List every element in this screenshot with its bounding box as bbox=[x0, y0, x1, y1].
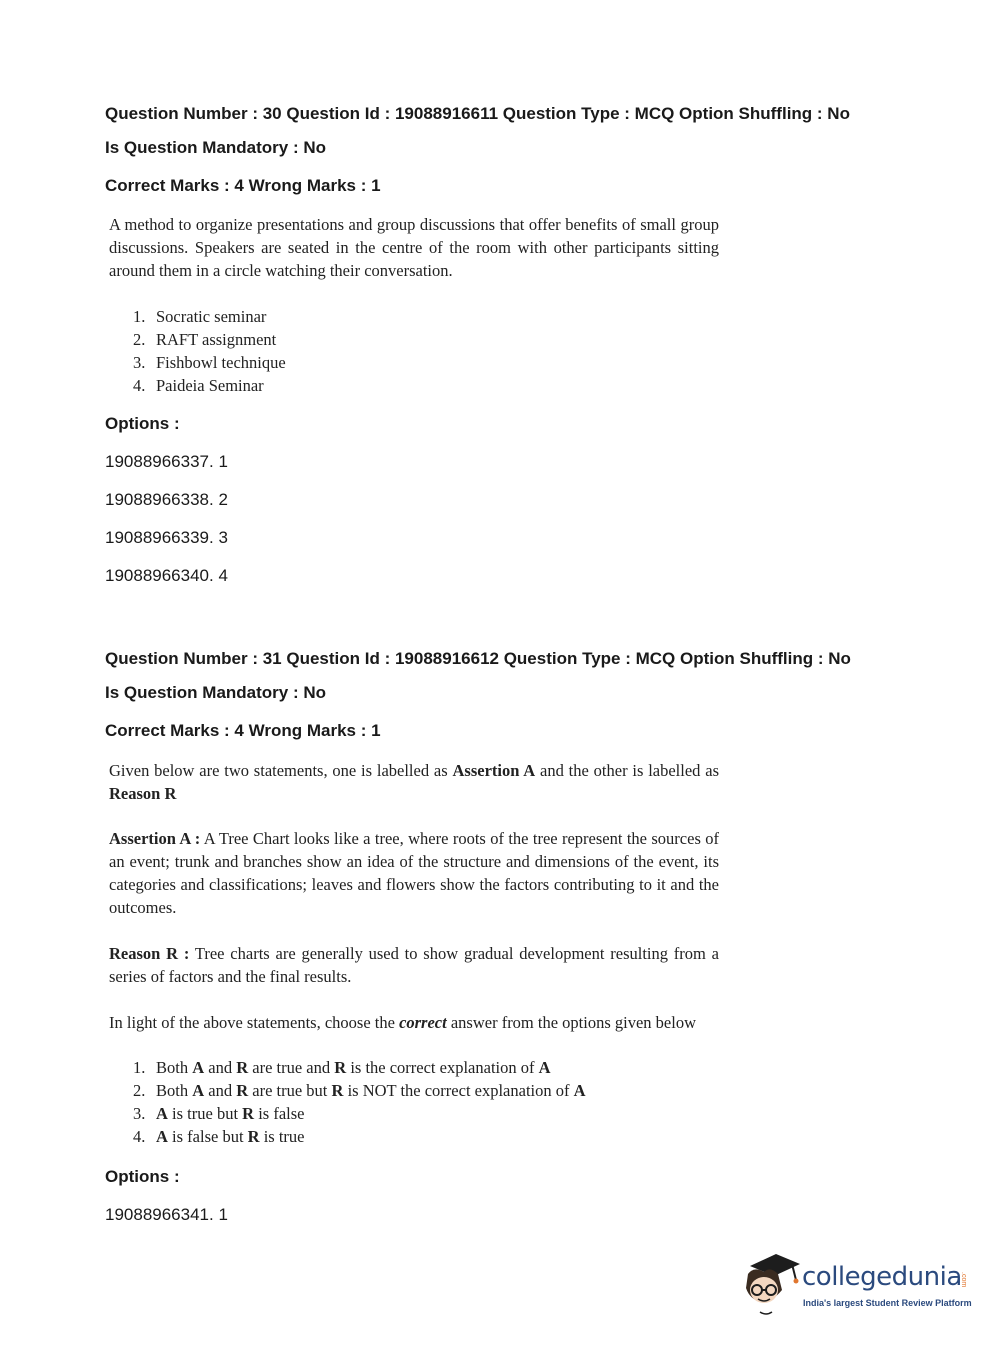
q30-meta-line: Question Number : 30 Question Id : 19088916611 Question Type : MCQ Option Shuffling : No bbox=[105, 104, 850, 123]
collegedunia-logo bbox=[742, 1250, 972, 1320]
q30-stem: A method to organize presentations and group discussions that offer benefits of small group discussions. Speakers are seated in the centre of the room with other participants sitting around them in a circle watching their conversation. bbox=[109, 215, 719, 280]
q30-option: 19088966339. 3 bbox=[105, 528, 228, 547]
logo-domain-suffix: .com bbox=[960, 1272, 967, 1288]
q31-marks: Correct Marks : 4 Wrong Marks : 1 bbox=[105, 721, 381, 740]
q31-assertion: Assertion A : A Tree Chart looks like a tree, where roots of the tree represent the sources of an event; trunk and branches show an idea of the structure and dimensions of the event, its categories and classifications; leaves and flowers show the factors contributing to it and the outcomes. bbox=[109, 829, 720, 917]
q30-choice: 4. Paideia Seminar bbox=[133, 376, 264, 395]
q31-choice: 1. Both A and R are true and R is the correct explanation of A bbox=[133, 1058, 551, 1077]
q30-options-label: Options : bbox=[105, 414, 180, 433]
q30-option: 19088966337. 1 bbox=[105, 452, 228, 471]
q31-meta-line: Question Number : 31 Question Id : 19088916612 Question Type : MCQ Option Shuffling : No bbox=[105, 649, 851, 668]
q30-choice: 3. Fishbowl technique bbox=[133, 353, 286, 372]
q31-option: 19088966341. 1 bbox=[105, 1205, 228, 1224]
q31-choice: 3. A is true but R is false bbox=[133, 1104, 305, 1123]
q30-marks: Correct Marks : 4 Wrong Marks : 1 bbox=[105, 176, 381, 195]
q31-choices bbox=[133, 1056, 586, 1148]
q31-instruction: In light of the above statements, choose the correct answer from the options given below bbox=[109, 1013, 696, 1032]
q30-choice: 2. RAFT assignment bbox=[133, 330, 277, 349]
logo-wordmark: collegedunia bbox=[802, 1262, 962, 1292]
q31-options-label: Options : bbox=[105, 1167, 180, 1186]
q31-choice: 4. A is false but R is true bbox=[133, 1127, 305, 1146]
q30-choices bbox=[133, 305, 286, 397]
q30-option: 19088966338. 2 bbox=[105, 490, 228, 509]
q31-reason: Reason R : Tree charts are generally used to show gradual development resulting from a series of factors and the final results. bbox=[109, 944, 719, 986]
q30-choice: 1. Socratic seminar bbox=[133, 307, 267, 326]
logo-tagline: India's largest Student Review Platform bbox=[803, 1298, 972, 1308]
q30-mandatory: Is Question Mandatory : No bbox=[105, 138, 327, 157]
graduate-mascot-icon bbox=[742, 1250, 802, 1320]
q31-choice: 2. Both A and R are true but R is NOT the correct explanation of A bbox=[133, 1081, 586, 1100]
q30-option: 19088966340. 4 bbox=[105, 566, 228, 585]
q31-intro: Given below are two statements, one is labelled as Assertion A and the other is labelled as Reason R bbox=[109, 761, 719, 803]
q31-mandatory: Is Question Mandatory : No bbox=[105, 683, 327, 702]
